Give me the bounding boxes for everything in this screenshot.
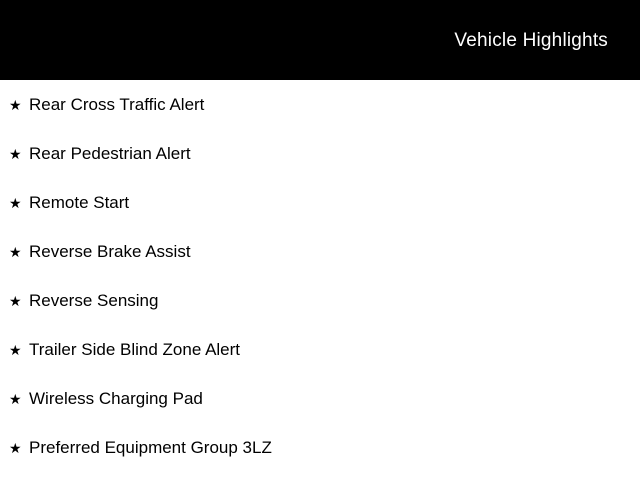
- list-item: [0, 325, 640, 374]
- star-icon: ★: [9, 194, 22, 211]
- list-item: [0, 276, 640, 325]
- page-title: Vehicle Highlights: [454, 29, 608, 51]
- star-icon: ★: [9, 96, 22, 113]
- list-item-label: Wireless Charging Pad: [29, 389, 203, 408]
- star-icon: ★: [9, 390, 22, 407]
- list-item-label: Rear Cross Traffic Alert: [29, 95, 205, 114]
- list-item-label: Trailer Side Blind Zone Alert: [29, 340, 241, 359]
- list-item-label: Remote Start: [29, 193, 130, 212]
- list-item: [0, 178, 640, 227]
- list-item-label: Rear Pedestrian Alert: [29, 144, 191, 163]
- list-item-label: Reverse Brake Assist: [29, 242, 191, 261]
- vehicle-highlights-list: [0, 80, 640, 472]
- header-bar: [0, 0, 640, 80]
- star-icon: ★: [9, 145, 22, 162]
- list-item: [0, 423, 640, 472]
- star-icon: ★: [9, 292, 22, 309]
- list-item: [0, 80, 640, 129]
- list-item: [0, 374, 640, 423]
- list-item: [0, 129, 640, 178]
- star-icon: ★: [9, 341, 22, 358]
- star-icon: ★: [9, 243, 22, 260]
- list-item: [0, 227, 640, 276]
- list-item-label: Reverse Sensing: [29, 291, 159, 310]
- star-icon: ★: [9, 439, 22, 456]
- list-item-label: Preferred Equipment Group 3LZ: [29, 438, 272, 457]
